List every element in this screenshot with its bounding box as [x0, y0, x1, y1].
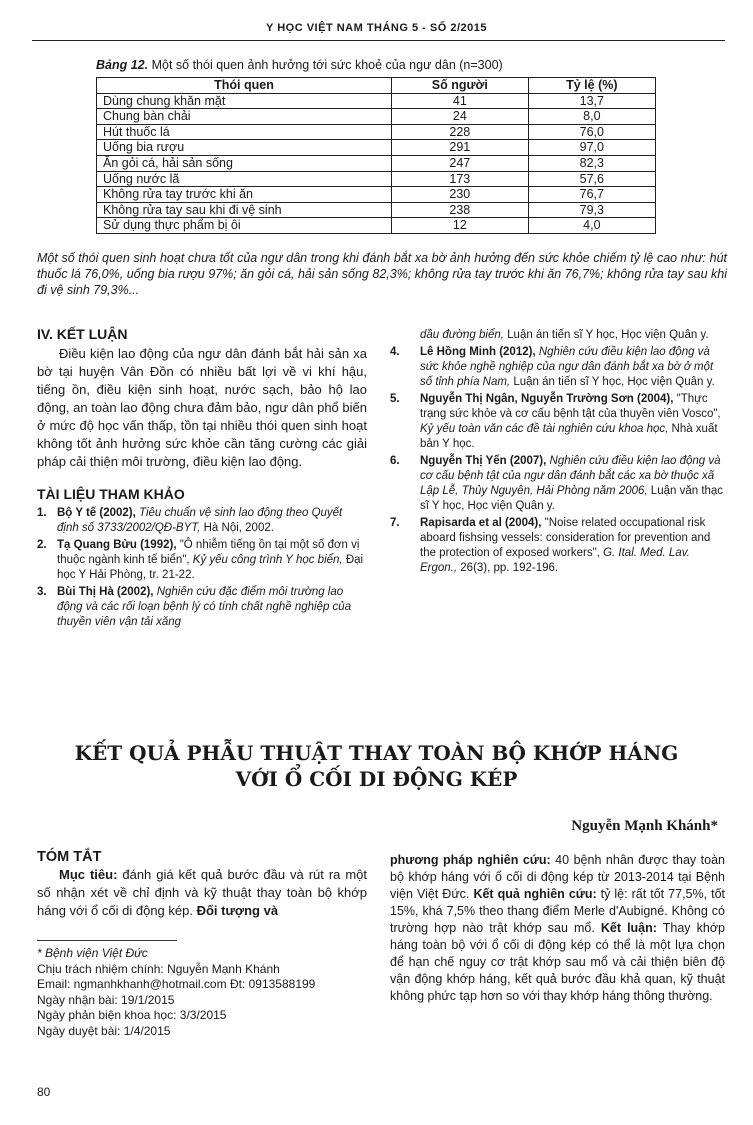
reference-details: "Thực trạng sức khỏe và cơ cấu bệnh tật của thuyền viên Vosco", — [420, 393, 721, 420]
article-author: Nguyễn Mạnh Khánh* — [571, 818, 718, 834]
table-cell: 13,7 — [528, 93, 655, 109]
reference-details: Nhà xuất bản Y học. — [420, 423, 718, 450]
reference-number: 3. — [37, 586, 47, 598]
reference-title: Tiêu chuẩn vệ sinh lao động theo Quyết định số 3733/2002/QĐ-BYT, — [57, 507, 343, 534]
table-row — [97, 140, 656, 156]
footnote-affiliation: * Bệnh viện Việt Đức — [37, 946, 148, 960]
table-cell: Dùng chung khăn mặt — [97, 93, 392, 109]
reference-details: "Noise related occupational risk aboard fishsing vessels: consideration for prevention and the protection of exposed workers", — [420, 517, 711, 559]
table-cell: Sử dụng thực phẩm bị ôi — [97, 218, 392, 234]
reference-item — [390, 392, 725, 452]
table-caption — [96, 58, 503, 72]
table-cell: 12 — [392, 218, 529, 234]
reference-number: 5. — [390, 393, 400, 405]
reference-details: "Ô nhiễm tiếng ồn tại một số đơn vị thuộc ngành kinh tế biển", — [57, 539, 360, 566]
summary-right-column — [390, 852, 725, 1005]
table-cell: Ăn gỏi cá, hải sản sống — [97, 155, 392, 171]
table-cell: Không rửa tay trước khi ăn — [97, 187, 392, 203]
reference-details: Đại học Y Hải Phòng, tr. 21-22. — [57, 554, 364, 581]
summary-label: Kết luận: — [600, 921, 657, 935]
table-cell: 76,7 — [528, 187, 655, 203]
table-header-row — [97, 78, 656, 94]
table-cell: 238 — [392, 202, 529, 218]
table-cell: 173 — [392, 171, 529, 187]
reference-author: Nguyễn Thị Yến (2007), — [420, 455, 547, 467]
table-cell: 247 — [392, 155, 529, 171]
table-row — [97, 109, 656, 125]
table-cell: Uống nước lã — [97, 171, 392, 187]
table-cell: Không rửa tay sau khi đi vệ sinh — [97, 202, 392, 218]
reference-details: Luận văn thạc sĩ Y học, Học viện Quân y. — [420, 485, 724, 512]
table-cell: 41 — [392, 93, 529, 109]
reference-title: Nghiên cứu điều kiện lao động và sức khỏe nghề nghiệp của ngư dân đánh bắt xa bờ ở một số tỉnh phía Nam, — [420, 346, 714, 388]
table-row — [97, 202, 656, 218]
reference-author: Bộ Y tế (2002), — [57, 507, 136, 519]
table-cell: Chung bàn chải — [97, 109, 392, 125]
habits-table — [96, 77, 656, 234]
summary-label: phương pháp nghiên cứu: — [390, 853, 551, 867]
table-cell: 228 — [392, 124, 529, 140]
reference-item — [390, 454, 725, 514]
summary-text: tỷ lệ: rất tốt 77,5%, tốt 15%, khá 7,5% theo thang điểm Merle d'Aubigné. Không có trường hợp nào trật khớp sau mổ. — [390, 887, 725, 935]
reference-number: 6. — [390, 455, 400, 467]
column-header: Số người — [392, 78, 529, 94]
left-column — [37, 325, 367, 632]
table-row — [97, 171, 656, 187]
footnote-line: Email: ngmanhkhanh@hotmail.com Đt: 0913588199 — [37, 977, 316, 991]
table-row — [97, 124, 656, 140]
summary-label: Kết quả nghiên cứu: — [473, 887, 597, 901]
conclusion-heading: IV. KẾT LUẬN — [37, 326, 128, 342]
table-cell: 79,3 — [528, 202, 655, 218]
references-list — [37, 506, 367, 630]
reference-details: Luận án tiến sĩ Y học, Học viện Quân y. — [510, 376, 715, 388]
reference-number: 7. — [390, 517, 400, 529]
summary-text: đánh giá kết quả bước đầu và rút ra một số nhận xét về chỉ định và kỹ thuật thay toàn bộ khớp háng với ổ cối di động kép. — [37, 867, 367, 918]
table-cell: 82,3 — [528, 155, 655, 171]
reference-title: Nghiên cứu đặc điểm môi trường lao động và các rối loạn bệnh lý có tính chất nghề nghiệp của thuyền viên vận tải xăng — [57, 586, 352, 628]
reference-title: dầu đường biển, — [420, 329, 504, 341]
footnote-line: Chịu trách nhiệm chính: Nguyễn Mạnh Khánh — [37, 961, 280, 976]
reference-item — [37, 506, 367, 536]
reference-author: Bùi Thị Hà (2002), — [57, 586, 154, 598]
reference-number: 4. — [390, 346, 400, 358]
references-list-continued — [390, 328, 725, 576]
reference-item — [37, 538, 367, 583]
reference-number: 2. — [37, 539, 47, 551]
summary-label: Mục tiêu: — [59, 867, 118, 882]
conclusion-paragraph: Điều kiện lao động của ngư dân đánh bắt hải sản xa bờ tại huyện Vân Đồn có nhiều bất lợi về vi khí hậu, tiếng ồn, điều kiện sinh hoạt, nước sạch, bảo hộ lao động, an toàn lao động chưa đảm bảo, ngư dân phổ biến ở mức độ học vấn thấp, tồn tại nhiều thói quen sinh hoạt không tốt ảnh hưởng sức khỏe cần tăng cường các giải pháp cải thiện môi trường, điều kiện lao động. — [37, 346, 367, 469]
table-cell: 291 — [392, 140, 529, 156]
header-rule — [32, 40, 725, 41]
table-cell: 24 — [392, 109, 529, 125]
running-head: Y HỌC VIỆT NAM THÁNG 5 - SỐ 2/2015 — [266, 22, 487, 34]
reference-number: 1. — [37, 507, 47, 519]
summary-paragraph — [37, 866, 367, 920]
footnote — [37, 946, 367, 1039]
table-cell: 97,0 — [528, 140, 655, 156]
right-column — [390, 328, 725, 578]
article-title — [0, 740, 753, 792]
column-header: Thói quen — [97, 78, 392, 94]
summary-heading: TÓM TẮT — [37, 849, 102, 865]
table-cell: Hút thuốc lá — [97, 124, 392, 140]
reference-title: Nghiên cứu điều kiện lao động và cơ cấu bệnh tật của ngư dân đánh bắt các xa bờ thuộc xã Lập Lễ, Thủy Nguyên, Hải Phòng năm 2006, — [420, 455, 721, 497]
table-cell: 57,6 — [528, 171, 655, 187]
column-header: Tỷ lệ (%) — [528, 78, 655, 94]
reference-author: Rapisarda et al (2004), — [420, 517, 542, 529]
reference-title: Kỷ yếu công trình Y học biển, — [192, 554, 343, 566]
table-note: Một số thói quen sinh hoạt chưa tốt của ngư dân trong khi đánh bắt xa bờ ảnh hưởng đến sức khỏe chiếm tỷ lệ cao như: hút thuốc lá 76,0%, uống bia rượu 97%; ăn gỏi cá, hải sản sống 82,3%; không rửa tay trước khi ăn 76,7%; không rửa tay sau khi đi vệ sinh 79,3%... — [37, 251, 727, 297]
reference-details: 26(3), pp. 192-196. — [457, 562, 559, 574]
table-row — [97, 93, 656, 109]
footnote-line: Ngày phản biện khoa học: 3/3/2015 — [37, 1008, 227, 1022]
table-row — [97, 218, 656, 234]
reference-item — [37, 585, 367, 630]
reference-item — [390, 345, 725, 390]
footnote-rule — [37, 940, 177, 941]
page-number: 80 — [37, 1085, 51, 1099]
table-row — [97, 155, 656, 171]
footnote-line: Ngày duyệt bài: 1/4/2015 — [37, 1023, 171, 1038]
reference-author: Tạ Quang Bửu (1992), — [57, 539, 177, 551]
article-title-line: VỚI Ổ CỐI DI ĐỘNG KÉP — [235, 767, 518, 791]
table-cell: 4,0 — [528, 218, 655, 234]
table-caption-label: Bảng 12. — [96, 58, 149, 72]
article-title-line: KẾT QUẢ PHẪU THUẬT THAY TOÀN BỘ KHỚP HÁNG — [74, 741, 679, 765]
summary-text: 40 bệnh nhân được thay toàn bộ khớp háng với ổ cối di động kép từ 2013-2014 tại Bệnh viện Việt Đức. — [390, 853, 725, 901]
reference-details: Luận án tiến sĩ Y học, Học viện Quân y. — [503, 329, 709, 341]
reference-details: Hà Nội, 2002. — [200, 522, 274, 534]
table-cell: 8,0 — [528, 109, 655, 125]
reference-continuation — [390, 328, 725, 343]
references-heading: TÀI LIỆU THAM KHẢO — [37, 486, 185, 502]
table-caption-text: Một số thói quen ảnh hưởng tới sức khoẻ của ngư dân (n=300) — [151, 58, 503, 72]
summary-label: Đối tượng và — [196, 903, 279, 918]
reference-author: Lê Hồng Minh (2012), — [420, 346, 536, 358]
table-cell: 76,0 — [528, 124, 655, 140]
summary-text: Thay khớp háng toàn bộ với ổ cối di động kép có thể là một lựa chọn để hạn chế nguy cơ trật khớp sau mổ và cải thiện biên độ vận động khớp háng, kết quả bước đầu khả quan, kỹ thuật không phức tạp hơn so với thay khớp háng thông thường. — [390, 921, 725, 1003]
summary-left-column — [37, 848, 367, 920]
reference-item — [390, 516, 725, 576]
reference-title: G. Ital. Med. Lav. Ergon., — [420, 547, 690, 574]
footnote-line: Ngày nhận bài: 19/1/2015 — [37, 992, 175, 1007]
table-cell: 230 — [392, 187, 529, 203]
table-row — [97, 187, 656, 203]
table-cell: Uống bia rượu — [97, 140, 392, 156]
reference-title: Kỷ yếu toàn văn các đề tài nghiên cứu khoa học, — [420, 423, 669, 435]
reference-author: Nguyễn Thị Ngân, Nguyễn Trường Sơn (2004), — [420, 393, 674, 405]
